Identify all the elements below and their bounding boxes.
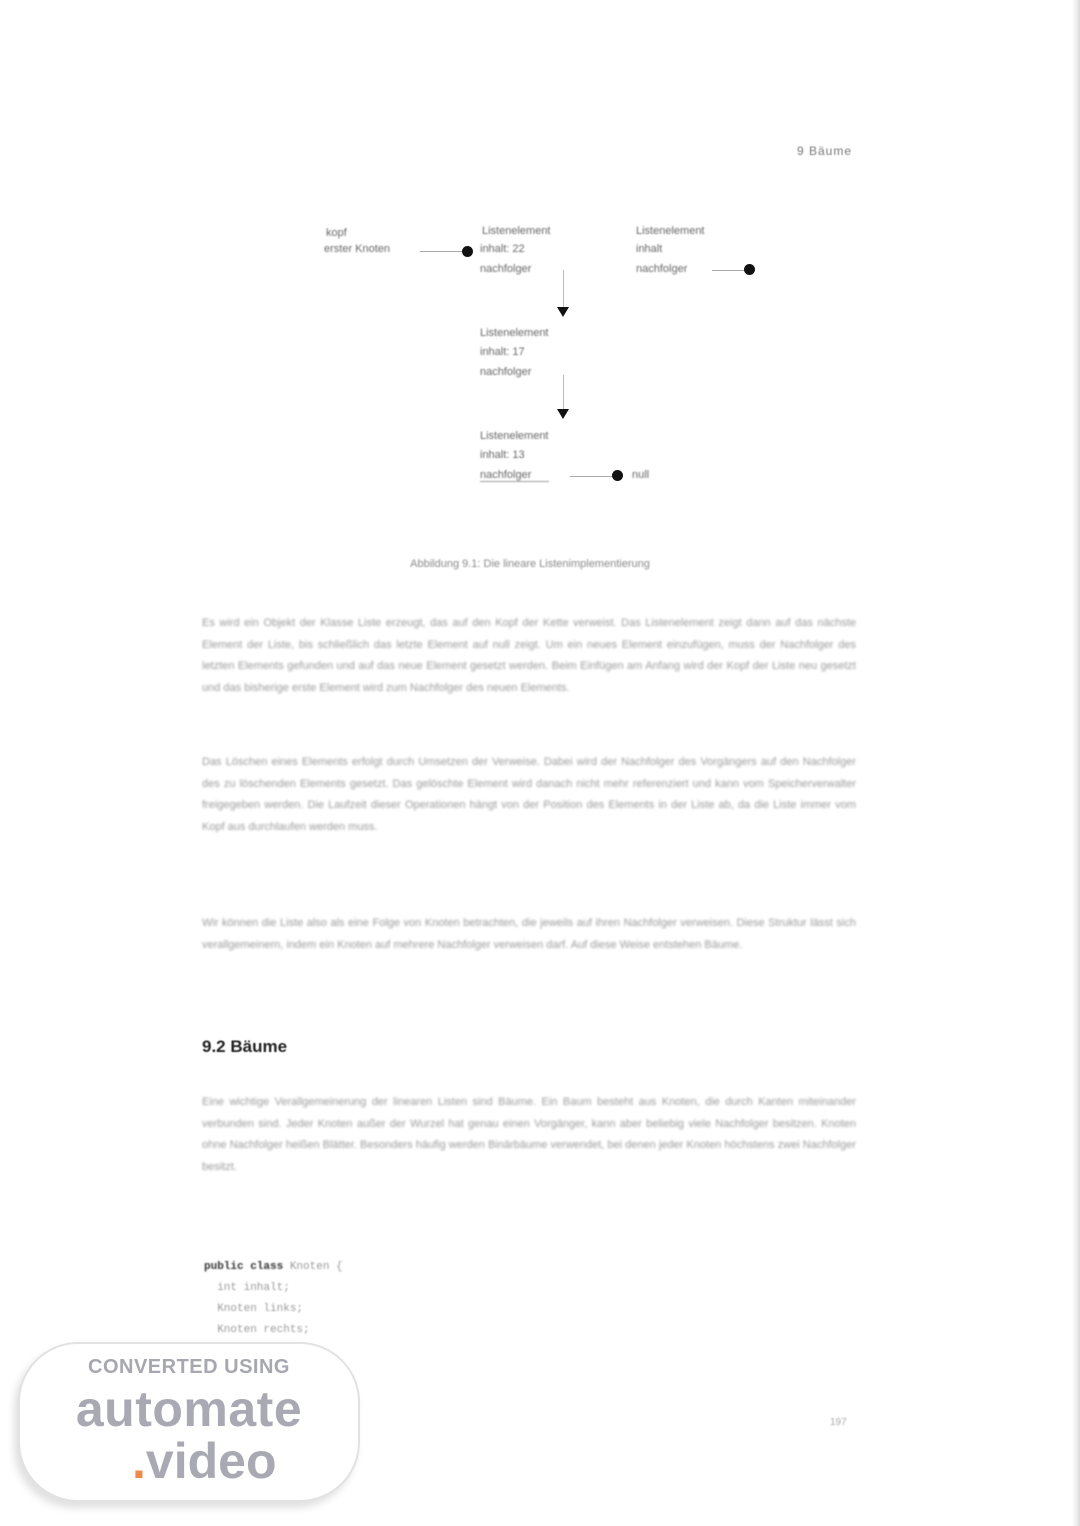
section-paragraph: Eine wichtige Verallgemeinerung der linearen Listen sind Bäume. Ein Baum besteht aus Knoten, die durch Kanten miteinander verbunden sind. Jeder Knoten außer der Wurzel hat genau einen Vorgänger, kann aber beliebig viele Nachfolger besitzen. Knoten ohne Nachfolger heißen Blätter. Besonders häufig werden Binärbäume verwendet, bei denen jeder Knoten höchstens zwei Nachfolger besitzt. <box>202 1096 856 1173</box>
node1-value: inhalt: 22 <box>480 243 525 255</box>
page-edge <box>1072 0 1080 1526</box>
null-label: null <box>632 469 650 481</box>
page-number: 197 <box>830 1417 847 1428</box>
node1-title: Listenelement <box>482 225 551 237</box>
head-field: erster Knoten <box>324 243 391 255</box>
section-heading: 9.2 Bäume <box>202 1037 288 1056</box>
node3-title: Listenelement <box>480 430 549 442</box>
body-paragraph-3: Wir können die Liste also als eine Folge von Knoten betrachten, die jeweils auf ihren Nachfolger verweisen. Diese Struktur lässt sich verallgemeinern, indem ein Knoten auf mehrere Nachfolger verweisen darf. Auf diese Weise entstehen Bäume. <box>202 917 856 951</box>
node4-pointer-line <box>712 270 746 271</box>
node3-value: inhalt: 13 <box>480 449 525 461</box>
node2-title: Listenelement <box>480 327 549 339</box>
node1-arrow <box>557 307 569 317</box>
node3-pointer-line <box>570 476 614 477</box>
node1-next: nachfolger <box>480 263 532 275</box>
badge-top-text: CONVERTED USING <box>88 1356 290 1378</box>
node2-next: nachfolger <box>480 366 532 378</box>
node1-connector <box>563 270 564 310</box>
node3-pointer-dot <box>612 470 623 481</box>
badge-sub-text <box>132 1432 277 1490</box>
running-head: 9 Bäume <box>796 144 852 158</box>
node4-next: nachfolger <box>636 263 688 275</box>
body-paragraph-2: Das Löschen eines Elements erfolgt durch Umsetzen der Verweise. Dabei wird der Nachfolger des Vorgängers auf den Nachfolger des zu löschenden Elements gesetzt. Das gelöschte Element wird danach nicht mehr referenziert und kann vom Speicherverwalter freigegeben werden. Die Laufzeit dieser Operationen hängt von der Position des Elements in der Liste ab, da die Liste immer vom Kopf aus durchlaufen werden muss. <box>202 756 856 833</box>
code-line-4: Knoten rechts; <box>204 1324 310 1336</box>
head-pointer-dot <box>462 246 473 257</box>
node2-arrow <box>557 409 569 419</box>
code-keyword: public class <box>204 1261 284 1273</box>
figure-caption: Abbildung 9.1: Die lineare Listenimplementierung <box>410 558 650 570</box>
head-pointer-line <box>420 251 464 252</box>
node4-title: Listenelement <box>636 225 705 237</box>
list-diagram <box>300 215 780 515</box>
code-line-3: Knoten links; <box>204 1303 304 1315</box>
node4-value: inhalt <box>636 243 663 255</box>
head-label: kopf <box>326 227 347 239</box>
node2-connector <box>563 375 564 411</box>
code-line-2: int inhalt; <box>204 1282 290 1294</box>
code-line-1: Knoten { <box>283 1261 343 1273</box>
badge-main-text: automate <box>75 1381 303 1437</box>
body-paragraph-1: Es wird ein Objekt der Klasse Liste erzeugt, das auf den Kopf der Kette verweist. Das Listenelement zeigt dann auf das nächste Element der Liste, bis schließlich das letzte Element auf null zeigt. Um ein neues Element einzufügen, muss der Nachfolger des letzten Elements gefunden und auf das neue Element gesetzt werden. Beim Einfügen am Anfang wird der Kopf der Liste neu gesetzt und das bisherige erste Element wird zum Nachfolger des neuen Elements. <box>202 617 856 694</box>
badge-dot: . <box>132 1433 146 1489</box>
converter-badge <box>18 1342 360 1502</box>
badge-sub-word: video <box>145 1433 277 1489</box>
code-block <box>204 1257 343 1341</box>
node3-next: nachfolger <box>480 469 549 482</box>
node4-pointer-dot <box>744 264 755 275</box>
node2-value: inhalt: 17 <box>480 346 525 358</box>
